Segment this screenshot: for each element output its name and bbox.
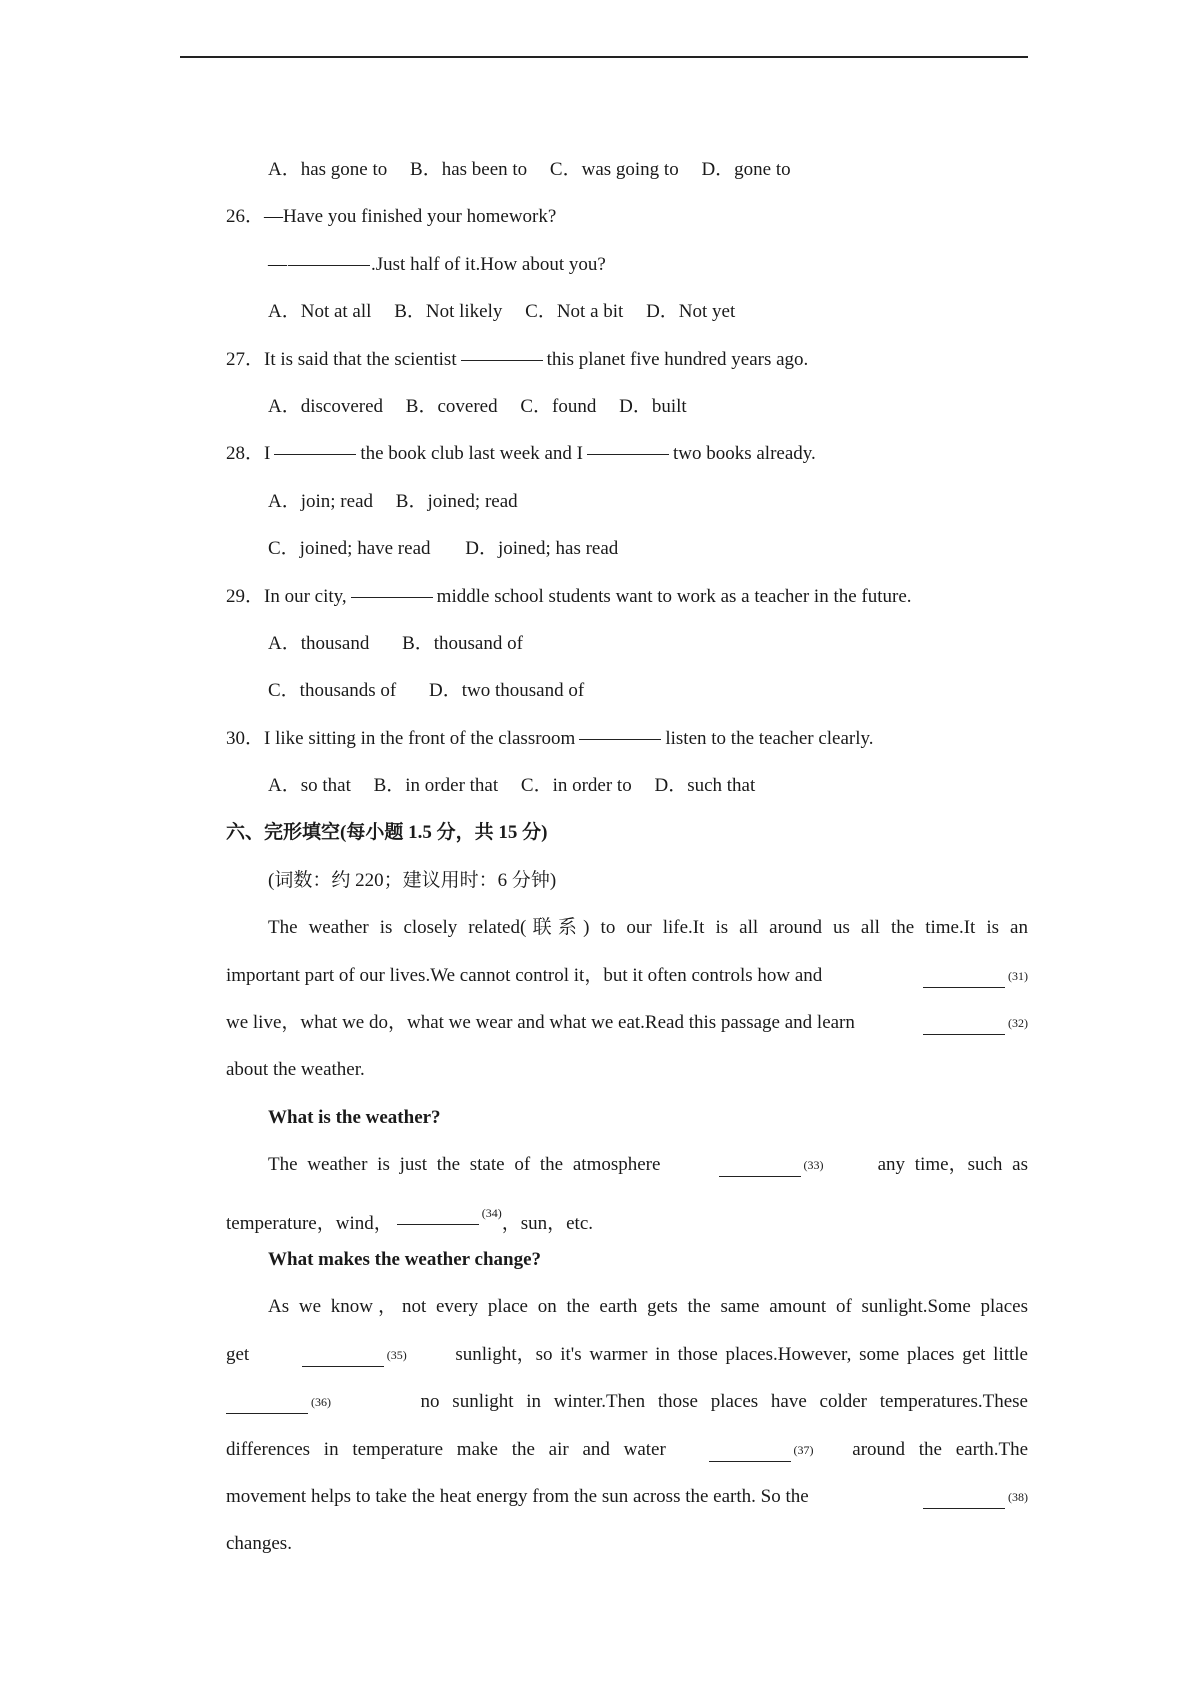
q29-option-a: A．thousand — [268, 632, 370, 654]
q26-blank — [288, 264, 370, 266]
blank-line — [923, 986, 1005, 988]
q27-stem-a: 27．It is said that the scientist — [226, 348, 457, 370]
q29-blank — [351, 596, 433, 598]
passage-text: differences in temperature make the air and water — [226, 1438, 666, 1460]
heading-text: What makes the weather change? — [268, 1248, 542, 1270]
q28-stem-a: 28．I — [226, 443, 271, 465]
blank-number: (34) — [481, 1205, 502, 1220]
passage-p3-line5 — [226, 1477, 1028, 1524]
passage-text: no sunlight in winter.Then those places have colder temperatures.These — [420, 1391, 1028, 1413]
q29-option-c: C．thousands of — [268, 680, 397, 702]
blank-number: (35) — [386, 1347, 407, 1362]
blank-number: (33) — [803, 1158, 824, 1173]
blank-line — [709, 1460, 791, 1462]
q28-option-c: C．joined; have read — [268, 538, 431, 560]
passage-text: The weather is just the state of the atmosphere — [268, 1154, 661, 1176]
q29-options-row2 — [226, 671, 1028, 718]
q30-option-d: D．such that — [654, 775, 756, 797]
q30-option-b: B．in order that — [373, 775, 499, 797]
q29-stem-b: middle school students want to work as a teacher in the future. — [436, 585, 912, 607]
blank-line — [226, 1412, 308, 1414]
q25-option-c: C．was going to — [549, 159, 679, 180]
q25-option-b: B．has been to — [410, 159, 528, 180]
q29-option-d: D．two thousand of — [429, 680, 585, 702]
passage-p3-line1 — [226, 1287, 1028, 1334]
q25-option-d: D．gone to — [701, 159, 791, 180]
passage-p1-line1 — [226, 908, 1028, 955]
q30-stem-a: 30．I like sitting in the front of the classroom — [226, 727, 576, 749]
q26-option-a: A．Not at all — [268, 301, 372, 323]
passage-p2-line1 — [226, 1145, 1028, 1192]
q26-stem-text: 26．—Have you finished your homework? — [226, 206, 557, 228]
blank-35 — [298, 1335, 407, 1382]
blank-line — [719, 1175, 801, 1177]
blank-36 — [226, 1382, 331, 1429]
blank-number: (32) — [1008, 1016, 1028, 1031]
q28-option-d: D．joined; has read — [465, 538, 619, 560]
q26-reply-text: .Just half of it.How about you? — [371, 253, 606, 275]
q28-blank-1 — [274, 453, 356, 455]
q27-stem — [226, 340, 1028, 387]
q26-stem — [226, 197, 1028, 244]
q29-stem — [226, 577, 1028, 624]
q30-stem — [226, 719, 1028, 766]
blank-line — [923, 1033, 1005, 1035]
section-title-text: 六、完形填空(每小题 1.5 分，共 15 分) — [226, 822, 548, 844]
passage-text: get — [226, 1343, 250, 1365]
passage-text: about the weather. — [226, 1059, 365, 1081]
q29-stem-a: 29．In our city, — [226, 585, 347, 607]
q30-option-a: A．so that — [268, 775, 351, 797]
passage-p1-line2 — [226, 956, 1028, 1003]
q28-stem-b: the book club last week and I — [360, 443, 583, 465]
q30-stem-b: listen to the teacher clearly. — [665, 727, 874, 749]
passage-heading-2 — [226, 1240, 1028, 1287]
q29-option-b: B．thousand of — [402, 632, 523, 654]
q28-blank-2 — [587, 453, 669, 455]
passage-p1-line3 — [226, 1003, 1028, 1050]
passage-text: sunlight，so it's warmer in those places.However, some places get little — [455, 1343, 1028, 1365]
passage-text: important part of our lives.We cannot control it，but it often controls how and — [226, 964, 823, 986]
section-note — [226, 861, 1028, 908]
q27-options — [226, 387, 1028, 434]
blank-line — [302, 1365, 384, 1367]
q28-option-b: B．joined; read — [395, 490, 518, 512]
q28-options-row1 — [226, 482, 1028, 529]
header-rule — [180, 56, 1028, 58]
q26-reply-dash: — — [268, 253, 287, 275]
blank-34 — [393, 1205, 502, 1234]
blank-line — [923, 1507, 1005, 1509]
q28-stem — [226, 434, 1028, 481]
q25-option-a: A．has gone to — [268, 159, 388, 180]
blank-number: (36) — [311, 1395, 331, 1410]
passage-text: The weather is closely related(联系) to our life.It is all around us all the time.It is an — [268, 917, 1028, 939]
q25-options — [226, 150, 1028, 197]
q29-options-row1 — [226, 624, 1028, 671]
q26-option-d: D．Not yet — [646, 301, 736, 323]
blank-31 — [919, 956, 1028, 1003]
section-title — [226, 813, 1028, 860]
blank-number: (38) — [1008, 1489, 1028, 1504]
passage-text: any time，such as — [877, 1154, 1028, 1176]
heading-text: What is the weather? — [268, 1106, 441, 1128]
q26-option-c: C．Not a bit — [525, 301, 624, 323]
passage-p3-line2 — [226, 1335, 1028, 1382]
passage-p3-line6 — [226, 1524, 1028, 1571]
passage-p3-line3 — [226, 1382, 1028, 1429]
q27-blank — [461, 359, 543, 361]
blank-number: (37) — [793, 1442, 814, 1457]
exam-page — [226, 150, 1028, 1572]
q26-option-b: B．Not likely — [394, 301, 503, 323]
passage-text: ，sun，etc. — [501, 1212, 594, 1234]
passage-p2-line2 — [226, 1193, 1028, 1240]
passage-text: movement helps to take the heat energy from the sun across the earth. So the — [226, 1485, 809, 1507]
q30-options — [226, 766, 1028, 813]
blank-37 — [705, 1430, 814, 1477]
q27-option-d: D．built — [619, 395, 687, 417]
passage-p1-line4 — [226, 1050, 1028, 1097]
passage-text: changes. — [226, 1533, 292, 1555]
blank-line — [397, 1223, 479, 1225]
passage-text: we live，what we do，what we wear and what we eat.Read this passage and learn — [226, 1012, 855, 1034]
passage-text: As we know，not every place on the earth gets the same amount of sunlight.Some places — [268, 1296, 1028, 1318]
passage-heading-1 — [226, 1098, 1028, 1145]
blank-number: (31) — [1008, 968, 1028, 983]
q28-stem-c: two books already. — [672, 443, 816, 465]
q30-option-c: C．in order to — [520, 775, 632, 797]
q27-option-c: C．found — [520, 395, 597, 417]
q27-option-a: A．discovered — [268, 395, 384, 417]
blank-38 — [919, 1477, 1028, 1524]
q26-reply — [226, 245, 1028, 292]
q26-options — [226, 292, 1028, 339]
blank-33 — [715, 1145, 824, 1192]
q28-options-row2 — [226, 529, 1028, 576]
q28-option-a: A．join; read — [268, 490, 374, 512]
passage-text: temperature，wind， — [226, 1212, 393, 1234]
section-note-text: (词数：约 220；建议用时：6 分钟) — [268, 869, 557, 891]
q30-blank — [579, 738, 661, 740]
passage-p3-line4 — [226, 1430, 1028, 1477]
blank-32 — [919, 1003, 1028, 1050]
q27-stem-b: this planet five hundred years ago. — [546, 348, 809, 370]
passage-text: around the earth.The — [852, 1438, 1028, 1460]
q27-option-b: B．covered — [405, 395, 498, 417]
